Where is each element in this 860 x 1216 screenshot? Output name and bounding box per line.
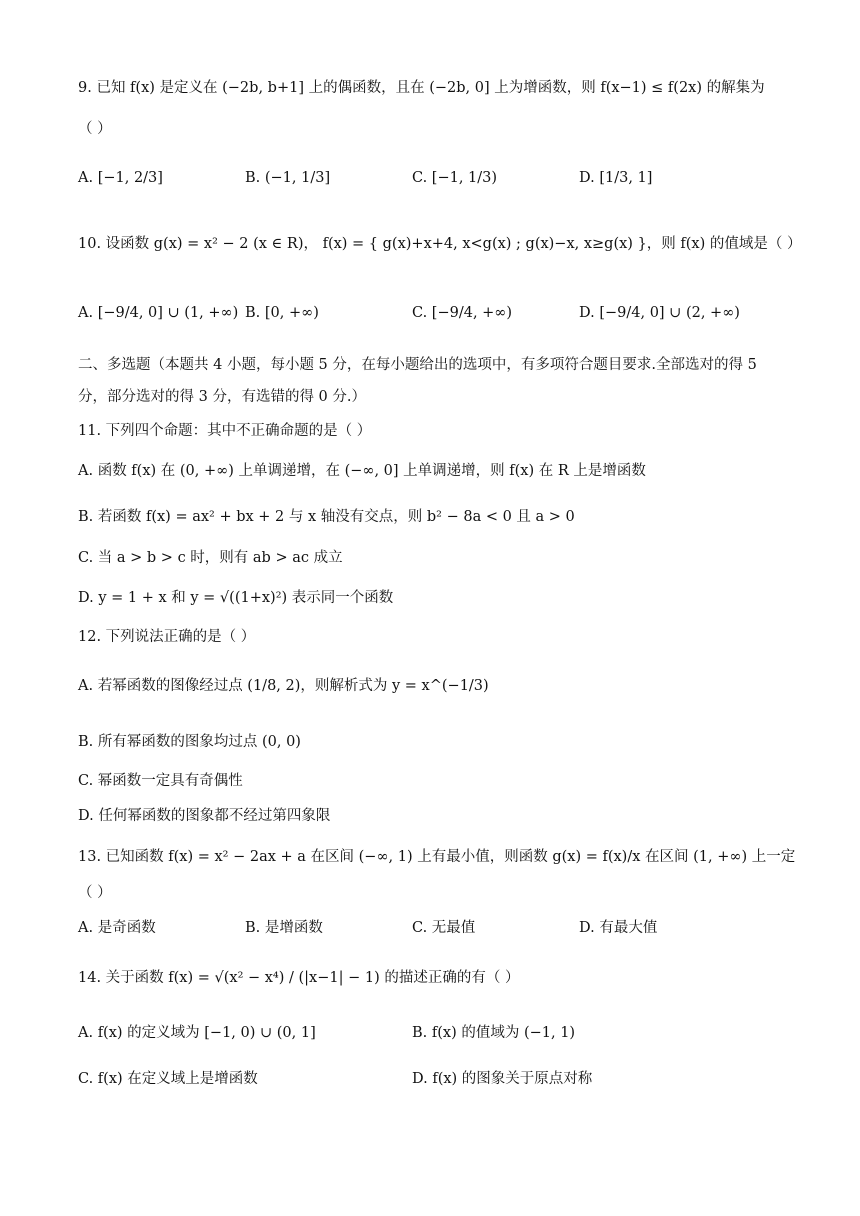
q11-option-a: A. 函数 f(x) 在 (0, +∞) 上单调递增，在 (−∞, 0] 上单调递增，则 f(x) 在 R 上是增函数 (78, 463, 646, 479)
q14-stem: 14. 关于函数 f(x) = √(x² − x⁴) / (|x−1| − 1) 的描述正确的有（ ） (78, 970, 520, 986)
q13-option-b: B. 是增函数 (245, 920, 323, 936)
q12-option-a: A. 若幂函数的图像经过点 (1/8, 2)，则解析式为 y = x^(−1/3) (78, 678, 489, 694)
q9-option-a: A. [−1, 2/3] (78, 170, 163, 186)
q10-option-a: A. [−9/4, 0] ∪ (1, +∞) (78, 305, 239, 321)
q13-option-c: C. 无最值 (412, 920, 476, 936)
q13-option-a: A. 是奇函数 (78, 920, 156, 936)
section2-heading-line2: 分，部分选对的得 3 分，有选错的得 0 分.） (78, 389, 366, 405)
q11-stem: 11. 下列四个命题：其中不正确命题的是（ ） (78, 423, 372, 439)
q12-stem: 12. 下列说法正确的是（ ） (78, 629, 256, 645)
q13-stem: 13. 已知函数 f(x) = x² − 2ax + a 在区间 (−∞, 1) 上有最小值，则函数 g(x) = f(x)/x 在区间 (1, +∞) 上一定 (78, 849, 796, 865)
q12-option-c: C. 幂函数一定具有奇偶性 (78, 773, 243, 789)
q10-option-c: C. [−9/4, +∞) (412, 305, 513, 321)
q9-option-b: B. (−1, 1/3] (245, 170, 331, 186)
q13-option-d: D. 有最大值 (579, 920, 658, 936)
q11-option-c: C. 当 a > b > c 时，则有 ab > ac 成立 (78, 550, 343, 566)
q11-option-d: D. y = 1 + x 和 y = √((1+x)²) 表示同一个函数 (78, 590, 394, 606)
q11-option-b: B. 若函数 f(x) = ax² + bx + 2 与 x 轴没有交点，则 b² − 8a < 0 且 a > 0 (78, 509, 575, 525)
q10-stem: 10. 设函数 g(x) = x² − 2 (x ∈ R)， f(x) = { g(x)+x+4, x<g(x) ; g(x)−x, x≥g(x) }，则 f(x) 的值域是（ ） (78, 236, 802, 252)
q9-paren: （ ） (78, 121, 112, 137)
q14-option-d: D. f(x) 的图象关于原点对称 (412, 1071, 593, 1087)
q10-option-b: B. [0, +∞) (245, 305, 319, 321)
q14-option-c: C. f(x) 在定义域上是增函数 (78, 1071, 258, 1087)
q9-option-d: D. [1/3, 1] (579, 170, 653, 186)
section2-heading-line1: 二、多选题（本题共 4 小题，每小题 5 分，在每小题给出的选项中，有多项符合题目要求.全部选对的得 5 (78, 357, 757, 373)
q12-option-b: B. 所有幂函数的图象均过点 (0, 0) (78, 734, 301, 750)
q10-option-d: D. [−9/4, 0] ∪ (2, +∞) (579, 305, 740, 321)
q12-option-d: D. 任何幂函数的图象都不经过第四象限 (78, 808, 331, 824)
q14-option-a: A. f(x) 的定义域为 [−1, 0) ∪ (0, 1] (78, 1025, 316, 1041)
q9-stem: 9. 已知 f(x) 是定义在 (−2b, b+1] 上的偶函数，且在 (−2b, 0] 上为增函数，则 f(x−1) ≤ f(2x) 的解集为 (78, 80, 765, 96)
q14-option-b: B. f(x) 的值域为 (−1, 1) (412, 1025, 576, 1041)
q9-option-c: C. [−1, 1/3) (412, 170, 498, 186)
q13-paren: （ ） (78, 885, 112, 901)
